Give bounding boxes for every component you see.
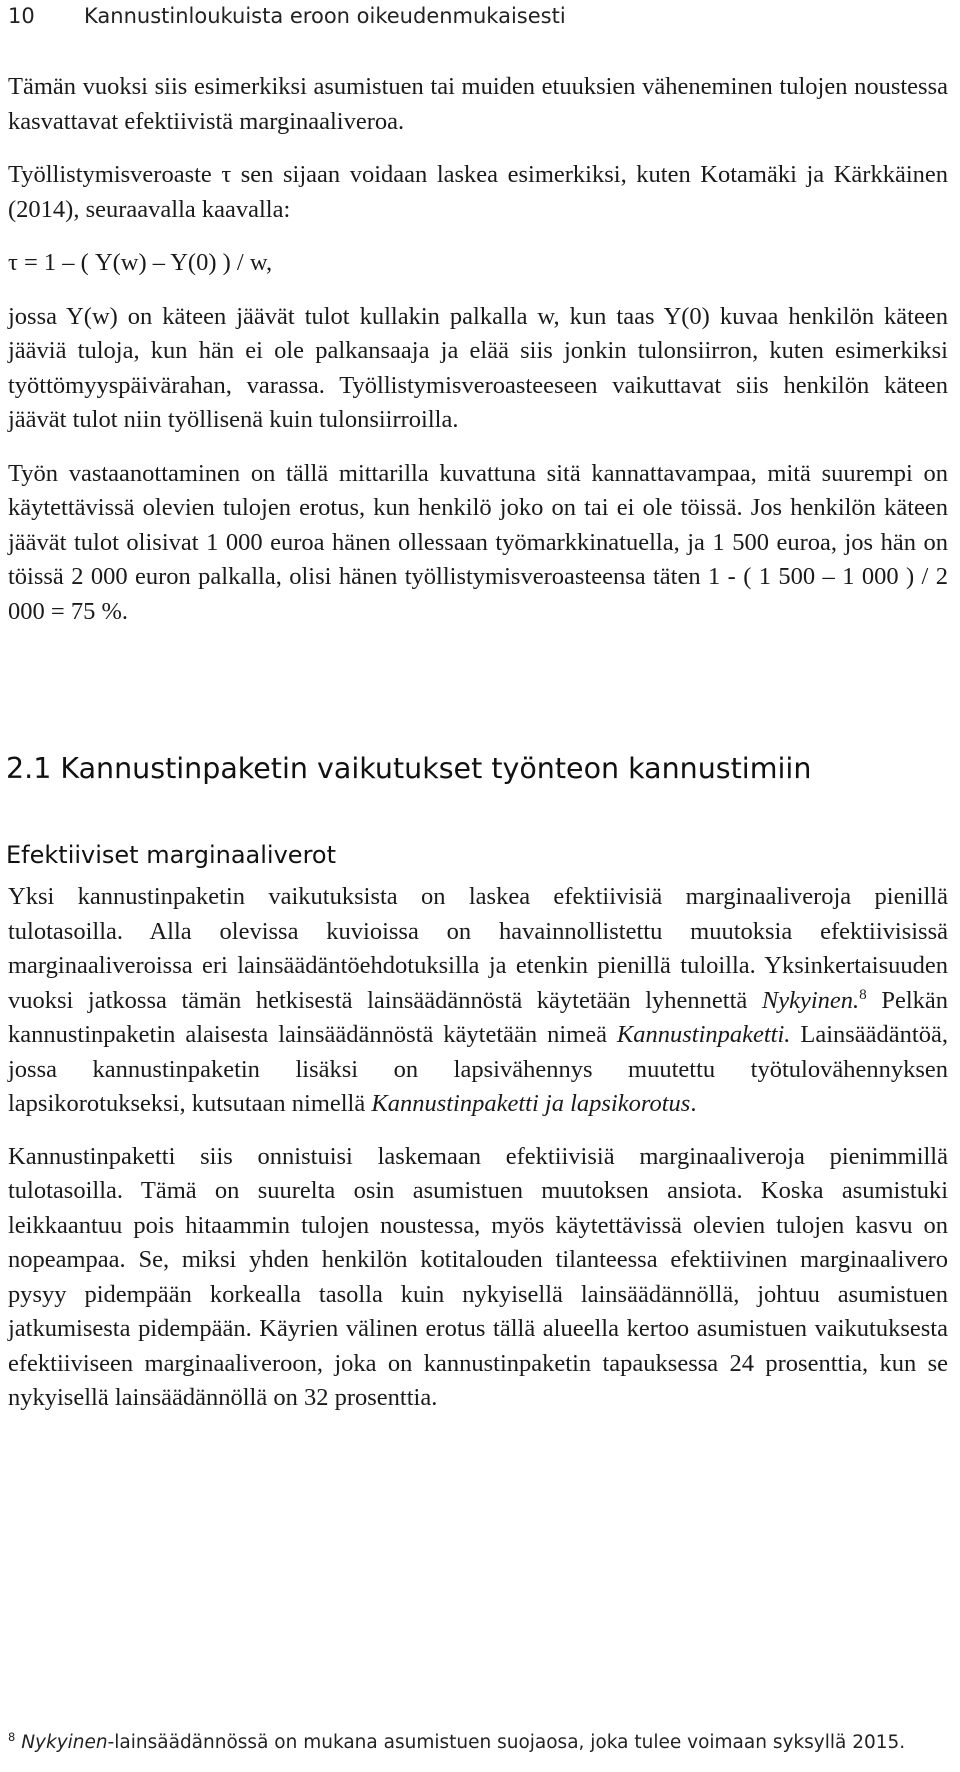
section-body	[8, 880, 948, 1434]
page-number: 10	[8, 4, 35, 28]
footnote-ref[interactable]: 8	[859, 985, 867, 1003]
paragraph: Kannustinpaketti siis onnistuisi laskemaan efektiivisiä marginaaliveroja pienimmillä tulotasoilla. Tämä on suurelta osin asumistuen muutoksen ansiota. Koska asumistuki leikkaantuu pois hitaammin tulojen noustessa, myös käytettävissä olevien tulojen kasvu on nopeampaa. Se, miksi yhden henkilön kotitalouden tilanteessa efektiivinen marginaalivero pysyy pidempään korkealla tasolla kuin nykyisellä lainsäädännöllä, johtuu asumistuen jatkumisesta pidempään. Käyrien välinen erotus tällä alueella kertoo asumistuen vaikutuksesta efektiiviseen marginaaliveroon, joka on kannustinpaketin tapauksessa 24 prosenttia, kun se nykyisellä lainsäädännöllä on 32 prosenttia.	[8, 1142, 948, 1411]
subsection-heading: Efektiiviset marginaaliverot	[6, 841, 336, 869]
term-kannustinpaketti: Kannustinpaketti.	[616, 1021, 791, 1048]
footnote-text: -lainsäädännössä on mukana asumistuen suojaosa, joka tulee voimaan syksyllä 2015.	[107, 1732, 906, 1753]
term-kannustinpaketti-ja-lapsikorotus: Kannustinpaketti ja lapsikorotus	[371, 1090, 691, 1117]
running-header	[8, 4, 566, 28]
footnote-term: Nykyinen	[21, 1732, 108, 1753]
text-run: Yksi kannustinpaketin vaikutuksista on laskea efektiivisiä marginaaliveroja pienillä tulotasoilla. Alla olevissa kuvioissa on havainnollistettu muutoksia efektiivisissä marginaaliveroissa eri lainsäädäntöehdotuksilla ja etenkin pienillä tuloilla. Yksinkertaisuuden vuoksi jatkossa tämän hetkisestä lainsäädännöstä käytetään lyhennettä	[8, 883, 948, 1014]
paragraph: Tämän vuoksi siis esimerkiksi asumistuen tai muiden etuuksien väheneminen tulojen noustessa kasvattavat efektiivistä marginaaliveroa.	[8, 73, 948, 135]
intro-section	[8, 70, 948, 648]
footnote	[8, 1729, 906, 1753]
paragraph	[8, 880, 948, 1122]
paragraph: jossa Y(w) on käteen jäävät tulot kullakin palkalla w, kun taas Y(0) kuvaa henkilön käteen jääviä tuloja, kun hän ei ole palkansaaja ja elää siis jonkin tulonsiirron, kuten esimerkiksi työttömyyspäivärahan, varassa. Työllistymisveroasteeseen vaikuttavat siis henkilön käteen jäävät tulot niin työllisenä kuin tulonsiirroilla.	[8, 302, 948, 433]
term-nykyinen: Nykyinen.	[761, 986, 860, 1014]
text-run: .	[690, 1090, 697, 1117]
footnote-number: 8	[8, 1729, 16, 1744]
formula: τ = 1 – ( Y(w) – Y(0) ) / w,	[8, 249, 273, 276]
text-run: Pelkän kannustinpaketin alaisesta lainsäädännöstä käytetään nimeä	[8, 986, 948, 1048]
text-run: Lainsäädäntöä, jossa kannustinpaketin lisäksi on lapsivähennys muutettu työtulovähennyksen lapsikorotukseksi, kutsutaan nimellä	[8, 1021, 948, 1117]
section-heading: 2.1 Kannustinpaketin vaikutukset työnteon kannustimiin	[6, 752, 812, 785]
paragraph: Työllistymisveroaste τ sen sijaan voidaan laskea esimerkiksi, kuten Kotamäki ja Kärkkäinen (2014), seuraavalla kaavalla:	[8, 161, 948, 223]
paragraph: Työn vastaanottaminen on tällä mittarilla kuvattuna sitä kannattavampaa, mitä suurempi on käytettävissä olevien tulojen erotus, kun henkilö joko on tai ei ole töissä. Jos henkilön käteen jäävät tulot olisivat 1 000 euroa hänen ollessaan työmarkkinatuella, ja 1 500 euroa, jos hän on töissä 2 000 euron palkalla, olisi hänen työllistymisveroasteensa täten 1 - ( 1 500 – 1 000 ) / 2 000 = 75 %.	[8, 459, 948, 625]
running-title: Kannustinloukuista eroon oikeudenmukaisesti	[84, 4, 566, 28]
